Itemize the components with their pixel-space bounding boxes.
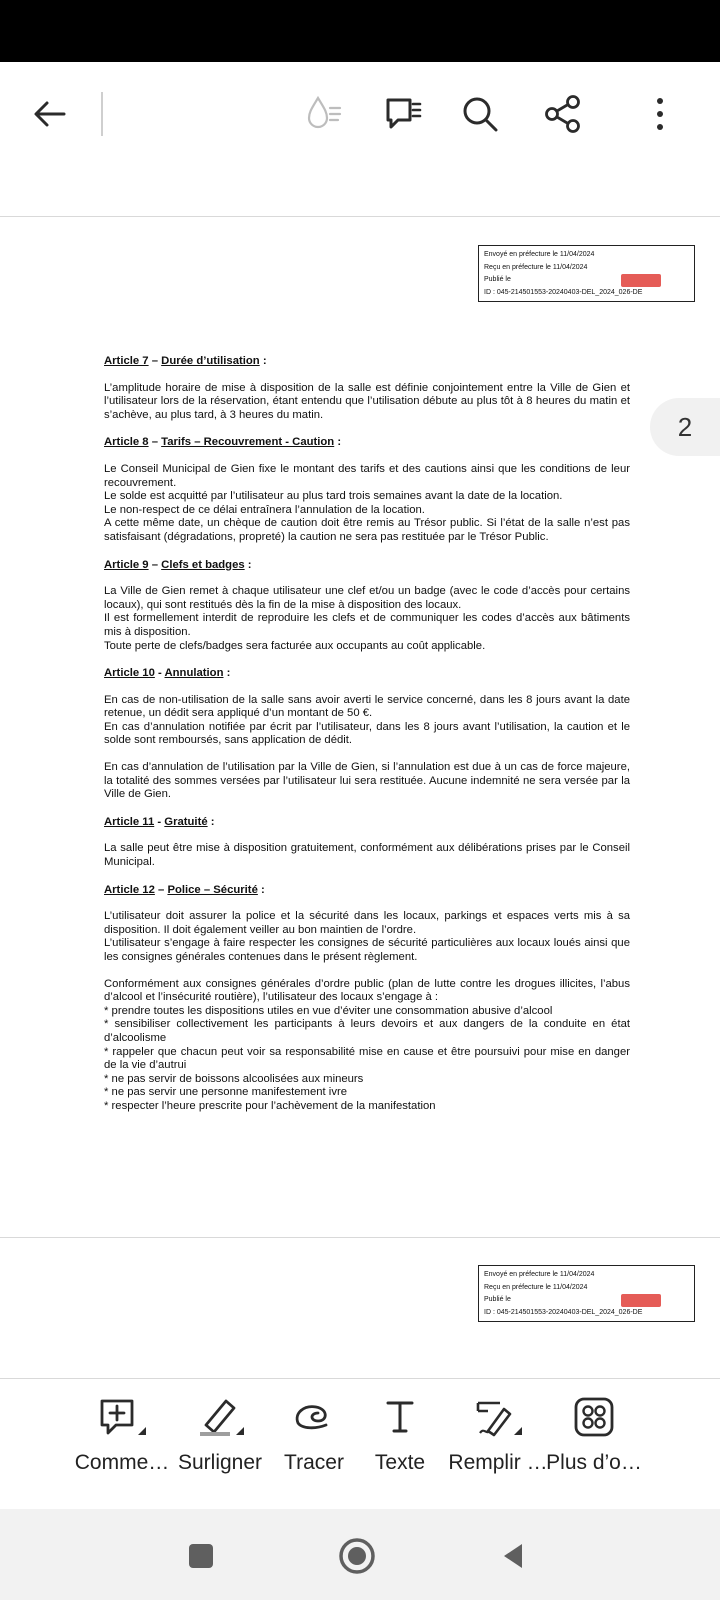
article-title: Annulation	[164, 667, 224, 680]
system-nav-bar	[0, 1509, 720, 1600]
toolbar-divider	[101, 92, 103, 136]
article-heading	[104, 816, 630, 830]
article-number: Article 7	[104, 355, 149, 367]
article-title: Police – Sécurité	[167, 883, 258, 896]
article-paragraph: Le solde est acquitté par l’utilisateur au plus tard trois semaines avant la date de la location.	[104, 490, 563, 503]
stamp-published: Publié le	[484, 276, 511, 283]
stamp-id: ID : 045-214501553-20240403-DEL_2024_026-DE	[484, 1308, 643, 1316]
stamp-received: Reçu en préfecture le 11/04/2024	[484, 263, 588, 271]
article-paragraph: En cas de non-utilisation de la salle sans avoir averti le service concerné, dans les 8 jours avant la date retenue, un dédit sera appliqué d’un montant de 50 €.	[104, 693, 630, 720]
back-icon	[498, 1541, 528, 1571]
stamp-published: Publié le	[484, 1296, 511, 1303]
article-heading	[104, 884, 630, 898]
paragraph-gap	[104, 748, 630, 761]
share-icon	[541, 92, 585, 136]
prefecture-stamp	[478, 245, 695, 302]
article-paragraph: Toute perte de clefs/badges sera facturée aux occupants au coût applicable.	[104, 639, 486, 652]
more-options-button[interactable]	[630, 84, 690, 144]
share-button[interactable]	[533, 84, 593, 144]
article-section	[104, 884, 630, 1114]
article-paragraph: La salle peut être mise à disposition gratuitement, conformément aux délibérations prises par le Conseil Municipal.	[104, 842, 630, 869]
prefecture-stamp-next-page	[478, 1265, 695, 1322]
stamp-sent: Envoyé en préfecture le 11/04/2024	[484, 1271, 595, 1278]
page-number-badge	[650, 398, 720, 456]
article-paragraph: Conformément aux consignes générales d’ordre public (plan de lutte contre les drogues illicites, l’abus d’alcool et l’insécurité routière), l’utilisateur des locaux s’engage à :	[104, 977, 630, 1004]
article-separator: –	[148, 436, 162, 449]
article-colon: :	[223, 667, 231, 680]
stamp-seal-icon	[621, 1294, 661, 1307]
stamp-received: Reçu en préfecture le 11/04/2024	[484, 1283, 588, 1291]
home-icon	[337, 1536, 377, 1576]
article-title: Gratuité	[164, 815, 208, 828]
tool-label: Comme…	[74, 1451, 170, 1474]
search-icon	[458, 92, 502, 136]
article-paragraph: Le Conseil Municipal de Gien fixe le montant des tarifs et des cautions ainsi que les conditions de leur recouvrement.	[104, 462, 630, 489]
article-section	[104, 436, 630, 544]
comments-list-button[interactable]	[372, 84, 432, 144]
tool-label: Texte	[374, 1451, 426, 1474]
article-heading	[104, 355, 630, 369]
article-colon: :	[334, 436, 342, 449]
stamp-seal-icon	[621, 274, 661, 287]
article-paragraph: * ne pas servir de boissons alcoolisées aux mineurs	[104, 1072, 364, 1085]
nav-recents-button[interactable]	[176, 1531, 226, 1581]
back-button[interactable]	[20, 84, 80, 144]
tool-label: Plus d’o…	[546, 1451, 642, 1474]
read-mode-button[interactable]	[294, 84, 354, 144]
previous-page-edge	[0, 166, 720, 217]
comment-list-icon	[380, 92, 424, 136]
article-paragraph: * sensibiliser collectivement les participants à leurs devoirs et aux dangers de la conduite en état d’alcoolisme	[104, 1018, 630, 1044]
article-title: Tarifs – Recouvrement - Caution	[161, 436, 335, 449]
article-paragraph: * prendre toutes les dispositions utiles en vue d’éviter une consommation abusive d’alcool	[104, 1004, 553, 1017]
article-section	[104, 667, 630, 802]
article-paragraph: L’utilisateur doit assurer la police et la sécurité dans les locaux, parkings et espaces verts mis à sa disposition. Il doit également veiller au bon maintien de l’ordre.	[104, 910, 630, 936]
draw-icon	[286, 1395, 342, 1439]
article-paragraph: * rappeler que chacun peut voir sa responsabilité mise en cause et être poursuivi pour mise en danger de la vie d’autrui	[104, 1045, 630, 1072]
article-colon: :	[207, 815, 215, 828]
article-colon: :	[257, 883, 265, 896]
more-tools-icon	[572, 1395, 616, 1439]
paragraph-gap	[104, 965, 630, 978]
article-paragraph: Le non-respect de ce délai entraînera l’annulation de la location.	[104, 503, 425, 516]
article-number: Article 11	[104, 815, 155, 828]
article-number: Article 12	[104, 883, 155, 896]
article-paragraph: L’utilisateur s’engage à faire respecter les consignes de sécurité particulières aux locaux loués ainsi que les consignes générales contenues dans le présent règlement.	[104, 937, 630, 963]
text-icon	[378, 1395, 422, 1439]
article-paragraph: En cas d’annulation de l’utilisation par la Ville de Gien, si l’annulation est due à un cas de force majeure, la totalité des sommes versées par l’utilisateur lui sera restituée. Aucune indemnité ne sera versée par la Ville de Gien.	[104, 761, 630, 801]
fill-sign-icon	[470, 1395, 526, 1439]
readmode-icon	[302, 92, 346, 136]
bottom-tools-bar	[0, 1379, 720, 1509]
stamp-id: ID : 045-214501553-20240403-DEL_2024_026-DE	[484, 288, 643, 296]
tool-label: Tracer	[284, 1451, 344, 1474]
nav-home-button[interactable]	[332, 1531, 382, 1581]
article-paragraph: En cas d’annulation notifiée par écrit par l’utilisateur, dans les 8 jours avant l’utilisation, la caution et le solde sont remboursés, sans application de dédit.	[104, 720, 630, 747]
article-number: Article 8	[104, 436, 149, 449]
article-section	[104, 355, 630, 422]
article-paragraph: Il est formellement interdit de reproduire les clefs et de communiquer les codes d’accès aux bâtiments mis à disposition.	[104, 612, 630, 638]
article-separator: –	[148, 355, 162, 367]
tool-label: Surligner	[177, 1451, 263, 1474]
article-heading	[104, 559, 630, 573]
article-colon: :	[259, 355, 267, 367]
more-vertical-icon	[648, 92, 672, 136]
article-heading	[104, 436, 630, 450]
highlighter-icon	[192, 1395, 248, 1439]
article-separator: -	[154, 815, 165, 828]
nav-back-button[interactable]	[488, 1531, 538, 1581]
article-colon: :	[244, 558, 252, 571]
article-separator: –	[154, 883, 168, 896]
add-comment-icon	[94, 1395, 150, 1439]
tool-label: Remplir …	[448, 1451, 548, 1474]
search-button[interactable]	[450, 84, 510, 144]
stamp-sent: Envoyé en préfecture le 11/04/2024	[484, 251, 595, 258]
article-paragraph: * ne pas servir une personne manifestement ivre	[104, 1086, 348, 1099]
page-number: 2	[677, 411, 693, 442]
tool-more[interactable]	[534, 1389, 654, 1499]
article-number: Article 9	[104, 558, 149, 571]
document-text	[104, 355, 630, 1128]
article-number: Article 10	[104, 667, 155, 680]
article-section	[104, 816, 630, 870]
status-bar	[0, 0, 720, 62]
article-paragraph: L’amplitude horaire de mise à disposition de la salle est définie conjointement entre la Ville de Gien et l’utilisateur lors de la réservation, étant entendu que l’utilisation débute au plus tôt à 8 heures du matin et s’achève, au plus tard, à 3 heures du matin.	[104, 381, 630, 421]
top-toolbar	[0, 62, 720, 167]
article-separator: –	[148, 558, 162, 571]
article-title: Clefs et badges	[161, 558, 245, 571]
article-paragraph: A cette même date, un chèque de caution doit être remis au Trésor public. Si l’état de la salle n’est pas satisfaisant (dégradations, propreté) la caution ne sera pas restituée par le Trésor Public.	[104, 517, 630, 543]
article-heading	[104, 667, 630, 681]
article-title: Durée d’utilisation	[161, 355, 260, 367]
arrow-left-icon	[30, 94, 70, 134]
recents-icon	[186, 1541, 216, 1571]
article-separator: -	[154, 667, 165, 680]
article-section	[104, 559, 630, 654]
article-paragraph: * respecter l’heure prescrite pour l’achèvement de la manifestation	[104, 1099, 436, 1112]
article-paragraph: La Ville de Gien remet à chaque utilisateur une clef et/ou un badge (avec le code d’accès pour certains locaux), qui sont restitués dès la fin de la mise à disposition des locaux.	[104, 585, 630, 611]
